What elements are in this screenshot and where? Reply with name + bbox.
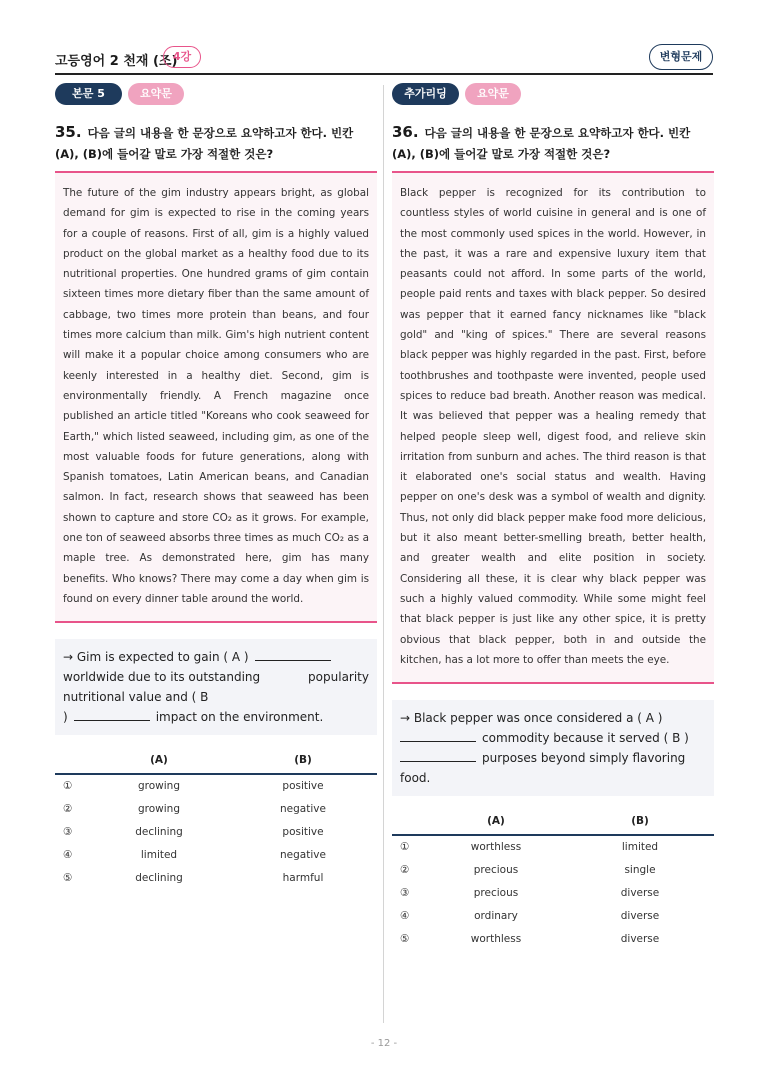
choice-number: ③ — [400, 887, 410, 900]
column-divider — [383, 85, 384, 1023]
blank-a — [255, 650, 331, 661]
choice-a: limited — [140, 849, 178, 862]
choice-row[interactable] — [392, 836, 714, 859]
choice-a: declining — [135, 872, 183, 885]
choice-row[interactable] — [55, 821, 377, 844]
choice-b: diverse — [620, 910, 660, 923]
summary-box — [392, 700, 714, 796]
choice-b: negative — [280, 849, 326, 862]
choice-row[interactable] — [392, 905, 714, 928]
choice-row[interactable] — [55, 844, 377, 867]
question-text: 다음 글의 내용을 한 문장으로 요약하고자 한다. 빈칸 (A), (B)에 들어갈 말로 가장 적절한 것은? — [55, 126, 354, 161]
question-number: 35. — [55, 123, 82, 141]
choice-a: precious — [473, 887, 519, 900]
kind-tag: 요약문 — [128, 83, 184, 105]
blank-b — [400, 751, 476, 762]
choice-a: growing — [138, 780, 180, 793]
question-prompt — [392, 122, 714, 165]
choice-b: harmful — [282, 872, 324, 885]
choice-b: diverse — [620, 887, 660, 900]
choice-b: limited — [621, 841, 659, 854]
page-number: - 12 - — [370, 1038, 398, 1049]
question-number: 36. — [392, 123, 419, 141]
summary-part-3: worldwide due to its outstanding nutritional value and ( B — [63, 670, 261, 705]
summary-part-1: → Gim is expected to gain ( A ) — [63, 650, 249, 665]
answer-choices — [392, 808, 714, 951]
choice-b: positive — [282, 826, 324, 839]
choice-number: ① — [400, 841, 410, 854]
choice-a: worthless — [470, 841, 522, 854]
tag-row — [392, 83, 714, 105]
source-tag: 본문 5 — [55, 83, 122, 105]
question-text: 다음 글의 내용을 한 문장으로 요약하고자 한다. 빈칸 (A), (B)에 들어갈 말로 가장 적절한 것은? — [392, 126, 691, 161]
question-35-column — [55, 83, 377, 890]
choice-row[interactable] — [55, 775, 377, 798]
header-rule — [55, 73, 713, 75]
choice-row[interactable] — [392, 859, 714, 882]
choices-header — [392, 808, 714, 836]
summary-part-1: → Black pepper was once considered a ( A ) — [400, 711, 663, 726]
question-36-column — [392, 83, 714, 951]
choice-a: declining — [135, 826, 183, 839]
summary-part-3: purposes beyond simply flavoring food. — [400, 751, 686, 786]
choice-row[interactable] — [55, 867, 377, 890]
choice-row[interactable] — [392, 882, 714, 905]
choice-b: positive — [282, 780, 324, 793]
choice-number: ③ — [63, 826, 73, 839]
lesson-badge: 4강 — [163, 46, 201, 68]
blank-a — [400, 731, 476, 742]
choice-a: worthless — [470, 933, 522, 946]
choice-a: precious — [473, 864, 519, 877]
choice-a: growing — [138, 803, 180, 816]
kind-tag: 요약문 — [465, 83, 521, 105]
tag-row — [55, 83, 377, 105]
question-prompt — [55, 122, 377, 165]
page-header — [55, 45, 713, 75]
blank-b — [74, 710, 150, 721]
summary-part-5: impact on the environment. — [155, 710, 324, 725]
choice-number: ⑤ — [400, 933, 410, 946]
choice-b: negative — [280, 803, 326, 816]
choice-row[interactable] — [55, 798, 377, 821]
textbook-title: 고등영어 2 천재 (조) — [55, 54, 178, 69]
passage-text: The future of the gim industry appears bright, as global demand for gim is expected to rise in the coming years for a couple of reasons. First of all, gim is a highly valued product on the global market as a healthy food due to its nutritional properties. One hundred grams of gim contain sixteen times more dietary fiber than the same amount of cabbage, two times more protein than beans, and four times more calcium than milk. Gim's high nutrient content will make it a popular choice among consumers who are keenly interested in a healthy diet. Second, gim is environmentally friendly. A French magazine once published an article titled "Koreans who cook seaweed for Earth," which listed seaweed, including gim, as one of the most valuable foods for future generations, along with Spanish tomatoes, Latin American beans, and Canadian salmon. In fact, research shows that seaweed has been shown to capture and store CO₂ as it grows. For example, one ton of seaweed absorbs three times as much CO₂ as a maple tree. As demonstrated here, gim has many benefits. Who knows? There may come a day when gim is found on every dinner table around the world. — [55, 173, 377, 621]
column-b-header: (B) — [294, 754, 312, 767]
answer-choices — [55, 747, 377, 890]
choice-b: single — [624, 864, 656, 877]
column-a-header: (A) — [150, 754, 168, 767]
summary-part-2: popularity — [308, 670, 369, 685]
choice-a: ordinary — [474, 910, 518, 923]
summary-part-4: ) — [63, 710, 68, 725]
column-a-header: (A) — [487, 815, 505, 828]
passage-text: Black pepper is recognized for its contribution to countless styles of world cuisine in general and is one of the most commonly used spices in the world. However, in the past, it was a rare and expensive luxury item that peasants could not afford. In some parts of the world, people paid rents and taxes with black pepper. So desired was pepper that it earned fancy nicknames like "black gold" and "king of spices." There are several reasons black pepper was highly regarded in the past. First, before toothbrushes and toothpaste were invented, people used spices to reduce bad breath. Another reason was medical. It was believed that pepper was a healing remedy that helped people sleep well, digest food, and relieve skin irritation from sunburn and aches. The third reason is that it elaborated one's social status and wealth. Having pepper on one's desk was a symbol of wealth and dignity. Thus, not only did black pepper make food more delicious, but it also meant better-smelling breath, better health, and greater wealth and elite position in society. Considering all these, it is clear why black pepper was such a highly valued commodity. While some might feel that black pepper is just like any other spice, it is pretty obvious that black pepper, both in and outside the kitchen, has a lot more to offer than meets the eye. — [392, 173, 714, 682]
choice-number: ④ — [63, 849, 73, 862]
choice-number: ② — [63, 803, 73, 816]
choice-number: ④ — [400, 910, 410, 923]
choice-row[interactable] — [392, 928, 714, 951]
choice-b: diverse — [620, 933, 660, 946]
question-type-badge: 변형문제 — [649, 44, 713, 70]
source-tag: 추가리딩 — [392, 83, 459, 105]
passage-rule — [392, 682, 714, 684]
choices-header — [55, 747, 377, 775]
passage-rule — [55, 621, 377, 623]
choice-number: ① — [63, 780, 73, 793]
choice-number: ⑤ — [63, 872, 73, 885]
summary-box — [55, 639, 377, 735]
summary-part-2: commodity because it served ( B ) — [482, 731, 689, 746]
choice-number: ② — [400, 864, 410, 877]
column-b-header: (B) — [631, 815, 649, 828]
